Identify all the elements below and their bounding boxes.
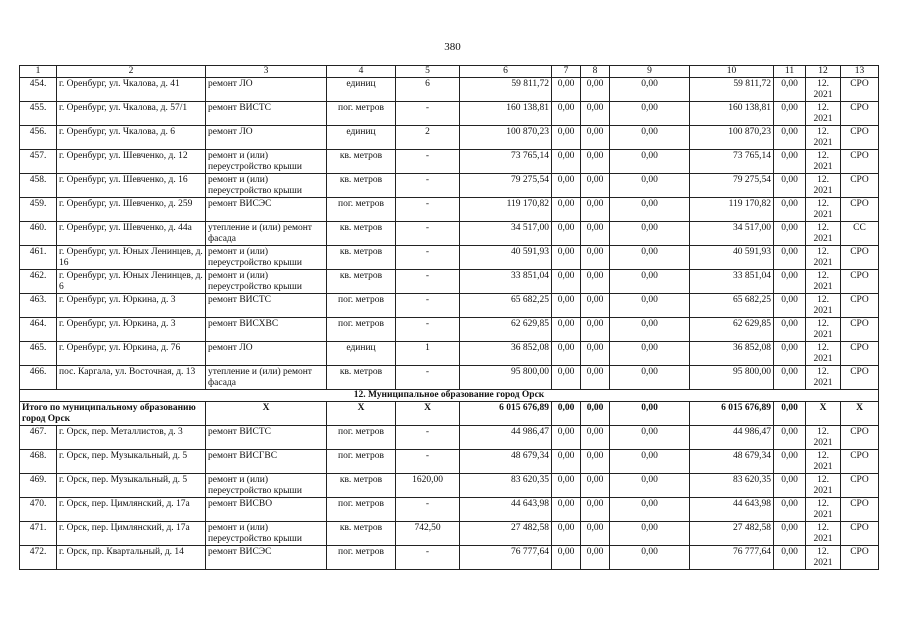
cost-cell: 0,00 xyxy=(774,270,806,294)
table-row xyxy=(20,342,879,366)
unit-cell: кв. метров xyxy=(327,522,396,546)
total-cost-cell: 44 643,98 xyxy=(460,498,552,522)
work-type-cell: ремонт и (или) переустройство крыши xyxy=(206,174,327,198)
unit-cell: пог. метров xyxy=(327,546,396,570)
work-type-cell: ремонт ВИСЭС xyxy=(206,198,327,222)
table-row xyxy=(20,198,879,222)
cost-cell: 119 170,82 xyxy=(690,198,774,222)
cost-cell: 0,00 xyxy=(610,78,690,102)
total-cost-cell: 44 986,47 xyxy=(460,426,552,450)
method-cell: СРО xyxy=(841,174,879,198)
table-row xyxy=(20,366,879,390)
column-number-cell: 3 xyxy=(206,66,327,78)
table-body xyxy=(20,66,879,570)
date-cell: 12. 2021 xyxy=(806,150,841,174)
date-cell: 12. 2021 xyxy=(806,222,841,246)
cost-cell: 0,00 xyxy=(774,126,806,150)
column-number-cell: 1 xyxy=(20,66,57,78)
address-cell: г. Орск, пер. Цимлянский, д. 17а xyxy=(57,522,206,546)
total-label: Итого по муниципальному образованию город Орск xyxy=(20,402,206,426)
cost-cell: 62 629,85 xyxy=(690,318,774,342)
unit-cell: кв. метров xyxy=(327,222,396,246)
row-number-cell: 468. xyxy=(20,450,57,474)
quantity-cell: - xyxy=(396,546,460,570)
table-row xyxy=(20,102,879,126)
cost-cell: 0,00 xyxy=(610,174,690,198)
cost-cell: 0,00 xyxy=(552,450,581,474)
address-cell: г. Оренбург, ул. Юркина, д. 3 xyxy=(57,294,206,318)
quantity-cell: 1620,00 xyxy=(396,474,460,498)
unit-cell: пог. метров xyxy=(327,102,396,126)
total-cost-cell: 160 138,81 xyxy=(460,102,552,126)
quantity-cell: - xyxy=(396,366,460,390)
row-number-cell: 457. xyxy=(20,150,57,174)
total-cost-cell: 119 170,82 xyxy=(460,198,552,222)
cost-cell: 0,00 xyxy=(552,246,581,270)
date-cell: 12. 2021 xyxy=(806,246,841,270)
quantity-cell: - xyxy=(396,426,460,450)
total-cost-cell: 27 482,58 xyxy=(460,522,552,546)
cost-cell: 0,00 xyxy=(552,150,581,174)
cost-cell: 0,00 xyxy=(610,450,690,474)
cost-cell: 0,00 xyxy=(610,198,690,222)
table-row xyxy=(20,126,879,150)
registry-table xyxy=(19,65,879,570)
table-row xyxy=(20,222,879,246)
address-cell: г. Орск, пер. Цимлянский, д. 17а xyxy=(57,498,206,522)
work-type-cell: ремонт и (или) переустройство крыши xyxy=(206,246,327,270)
cost-cell: 0,00 xyxy=(610,366,690,390)
cost-cell: 0,00 xyxy=(610,522,690,546)
quantity-cell: - xyxy=(396,498,460,522)
total-cost-cell: 6 015 676,89 xyxy=(690,402,774,426)
row-number-cell: 471. xyxy=(20,522,57,546)
cost-cell: 0,00 xyxy=(774,342,806,366)
method-cell: СРО xyxy=(841,198,879,222)
address-cell: г. Оренбург, ул. Чкалова, д. 6 xyxy=(57,126,206,150)
cost-cell: 100 870,23 xyxy=(690,126,774,150)
method-cell: СРО xyxy=(841,342,879,366)
cost-cell: 48 679,34 xyxy=(690,450,774,474)
quantity-cell: 2 xyxy=(396,126,460,150)
cost-cell: 0,00 xyxy=(552,198,581,222)
total-cell: X xyxy=(327,402,396,426)
cost-cell: 73 765,14 xyxy=(690,150,774,174)
unit-cell: кв. метров xyxy=(327,150,396,174)
date-cell: 12. 2021 xyxy=(806,522,841,546)
cost-cell: 0,00 xyxy=(774,294,806,318)
cost-cell: 0,00 xyxy=(552,78,581,102)
work-type-cell: утепление и (или) ремонт фасада xyxy=(206,222,327,246)
total-cost-cell: 83 620,35 xyxy=(460,474,552,498)
quantity-cell: - xyxy=(396,294,460,318)
method-cell: СРО xyxy=(841,294,879,318)
address-cell: г. Орск, пер. Музыкальный, д. 5 xyxy=(57,450,206,474)
cost-cell: 0,00 xyxy=(581,78,610,102)
unit-cell: кв. метров xyxy=(327,366,396,390)
total-cell: 0,00 xyxy=(581,402,610,426)
address-cell: г. Оренбург, ул. Чкалова, д. 41 xyxy=(57,78,206,102)
table-row xyxy=(20,270,879,294)
work-type-cell: ремонт ВИСЭС xyxy=(206,546,327,570)
cost-cell: 40 591,93 xyxy=(690,246,774,270)
address-cell: г. Орск, пр. Квартальный, д. 14 xyxy=(57,546,206,570)
address-cell: пос. Каргала, ул. Восточная, д. 13 xyxy=(57,366,206,390)
table-row xyxy=(20,294,879,318)
cost-cell: 27 482,58 xyxy=(690,522,774,546)
table-row xyxy=(20,426,879,450)
cost-cell: 33 851,04 xyxy=(690,270,774,294)
address-cell: г. Оренбург, ул. Юных Ленинцев, д. 6 xyxy=(57,270,206,294)
cost-cell: 0,00 xyxy=(581,498,610,522)
method-cell: СРО xyxy=(841,522,879,546)
cost-cell: 0,00 xyxy=(581,198,610,222)
row-number-cell: 467. xyxy=(20,426,57,450)
address-cell: г. Оренбург, ул. Юркина, д. 76 xyxy=(57,342,206,366)
row-number-cell: 456. xyxy=(20,126,57,150)
column-number-cell: 2 xyxy=(57,66,206,78)
cost-cell: 65 682,25 xyxy=(690,294,774,318)
cost-cell: 0,00 xyxy=(552,366,581,390)
method-cell: СРО xyxy=(841,546,879,570)
date-cell: 12. 2021 xyxy=(806,198,841,222)
work-type-cell: ремонт ЛО xyxy=(206,126,327,150)
total-cell: 0,00 xyxy=(610,402,690,426)
total-cost-cell: 6 015 676,89 xyxy=(460,402,552,426)
method-cell: СРО xyxy=(841,318,879,342)
cost-cell: 0,00 xyxy=(581,174,610,198)
column-number-cell: 13 xyxy=(841,66,879,78)
cost-cell: 0,00 xyxy=(774,102,806,126)
table-row xyxy=(20,498,879,522)
table-row xyxy=(20,318,879,342)
cost-cell: 0,00 xyxy=(581,522,610,546)
cost-cell: 0,00 xyxy=(552,126,581,150)
column-number-cell: 9 xyxy=(610,66,690,78)
row-number-cell: 463. xyxy=(20,294,57,318)
cost-cell: 0,00 xyxy=(774,222,806,246)
cost-cell: 36 852,08 xyxy=(690,342,774,366)
cost-cell: 0,00 xyxy=(774,198,806,222)
method-cell: СРО xyxy=(841,246,879,270)
work-type-cell: ремонт ВИСХВС xyxy=(206,318,327,342)
quantity-cell: 742,50 xyxy=(396,522,460,546)
quantity-cell: 1 xyxy=(396,342,460,366)
total-cost-cell: 76 777,64 xyxy=(460,546,552,570)
unit-cell: единиц xyxy=(327,126,396,150)
cost-cell: 0,00 xyxy=(610,222,690,246)
address-cell: г. Оренбург, ул. Шевченко, д. 12 xyxy=(57,150,206,174)
total-cost-cell: 79 275,54 xyxy=(460,174,552,198)
total-cost-cell: 40 591,93 xyxy=(460,246,552,270)
unit-cell: пог. метров xyxy=(327,426,396,450)
cost-cell: 0,00 xyxy=(581,222,610,246)
total-cost-cell: 34 517,00 xyxy=(460,222,552,246)
address-cell: г. Орск, пер. Металлистов, д. 3 xyxy=(57,426,206,450)
cost-cell: 0,00 xyxy=(581,270,610,294)
unit-cell: единиц xyxy=(327,342,396,366)
column-number-cell: 5 xyxy=(396,66,460,78)
cost-cell: 0,00 xyxy=(581,126,610,150)
table-row xyxy=(20,78,879,102)
address-cell: г. Орск, пер. Музыкальный, д. 5 xyxy=(57,474,206,498)
table-row xyxy=(20,150,879,174)
cost-cell: 0,00 xyxy=(774,426,806,450)
column-number-row xyxy=(20,66,879,78)
cost-cell: 0,00 xyxy=(610,498,690,522)
total-cost-cell: 48 679,34 xyxy=(460,450,552,474)
quantity-cell: - xyxy=(396,150,460,174)
total-cost-cell: 59 811,72 xyxy=(460,78,552,102)
unit-cell: пог. метров xyxy=(327,498,396,522)
row-number-cell: 461. xyxy=(20,246,57,270)
unit-cell: пог. метров xyxy=(327,198,396,222)
cost-cell: 79 275,54 xyxy=(690,174,774,198)
table-row xyxy=(20,522,879,546)
cost-cell: 0,00 xyxy=(552,222,581,246)
quantity-cell: - xyxy=(396,318,460,342)
cost-cell: 0,00 xyxy=(581,342,610,366)
page-number: 380 xyxy=(444,41,461,53)
date-cell: 12. 2021 xyxy=(806,102,841,126)
cost-cell: 95 800,00 xyxy=(690,366,774,390)
work-type-cell: ремонт ВИСТС xyxy=(206,102,327,126)
cost-cell: 0,00 xyxy=(774,474,806,498)
total-cost-cell: 95 800,00 xyxy=(460,366,552,390)
row-number-cell: 462. xyxy=(20,270,57,294)
address-cell: г. Оренбург, ул. Шевченко, д. 16 xyxy=(57,174,206,198)
cost-cell: 0,00 xyxy=(774,522,806,546)
column-number-cell: 12 xyxy=(806,66,841,78)
quantity-cell: - xyxy=(396,450,460,474)
quantity-cell: - xyxy=(396,198,460,222)
cost-cell: 0,00 xyxy=(610,474,690,498)
cost-cell: 0,00 xyxy=(581,450,610,474)
quantity-cell: - xyxy=(396,222,460,246)
row-number-cell: 469. xyxy=(20,474,57,498)
unit-cell: кв. метров xyxy=(327,174,396,198)
cost-cell: 0,00 xyxy=(774,174,806,198)
cost-cell: 0,00 xyxy=(610,426,690,450)
cost-cell: 0,00 xyxy=(610,546,690,570)
work-type-cell: ремонт ЛО xyxy=(206,78,327,102)
cost-cell: 0,00 xyxy=(774,318,806,342)
unit-cell: кв. метров xyxy=(327,474,396,498)
address-cell: г. Оренбург, ул. Юных Ленинцев, д. 16 xyxy=(57,246,206,270)
date-cell: 12. 2021 xyxy=(806,426,841,450)
column-number-cell: 6 xyxy=(460,66,552,78)
work-type-cell: ремонт и (или) переустройство крыши xyxy=(206,474,327,498)
total-cell: 0,00 xyxy=(552,402,581,426)
unit-cell: пог. метров xyxy=(327,450,396,474)
date-cell: 12. 2021 xyxy=(806,342,841,366)
column-number-cell: 4 xyxy=(327,66,396,78)
quantity-cell: - xyxy=(396,270,460,294)
quantity-cell: 6 xyxy=(396,78,460,102)
work-type-cell: ремонт и (или) переустройство крыши xyxy=(206,150,327,174)
row-number-cell: 459. xyxy=(20,198,57,222)
table-row xyxy=(20,246,879,270)
cost-cell: 0,00 xyxy=(774,498,806,522)
cost-cell: 0,00 xyxy=(610,294,690,318)
cost-cell: 0,00 xyxy=(581,102,610,126)
work-type-cell: ремонт и (или) переустройство крыши xyxy=(206,270,327,294)
cost-cell: 0,00 xyxy=(552,342,581,366)
cost-cell: 0,00 xyxy=(610,150,690,174)
work-type-cell: ремонт ЛО xyxy=(206,342,327,366)
cost-cell: 0,00 xyxy=(610,318,690,342)
cost-cell: 0,00 xyxy=(581,426,610,450)
cost-cell: 0,00 xyxy=(610,126,690,150)
total-cost-cell: 73 765,14 xyxy=(460,150,552,174)
date-cell: 12. 2021 xyxy=(806,174,841,198)
total-cost-cell: 36 852,08 xyxy=(460,342,552,366)
cost-cell: 160 138,81 xyxy=(690,102,774,126)
cost-cell: 59 811,72 xyxy=(690,78,774,102)
address-cell: г. Оренбург, ул. Чкалова, д. 57/1 xyxy=(57,102,206,126)
table-row xyxy=(20,174,879,198)
method-cell: СРО xyxy=(841,426,879,450)
work-type-cell: утепление и (или) ремонт фасада xyxy=(206,366,327,390)
cost-cell: 0,00 xyxy=(774,150,806,174)
total-cost-cell: 33 851,04 xyxy=(460,270,552,294)
date-cell: 12. 2021 xyxy=(806,546,841,570)
work-type-cell: ремонт ВИСТС xyxy=(206,426,327,450)
cost-cell: 0,00 xyxy=(774,450,806,474)
unit-cell: пог. метров xyxy=(327,318,396,342)
method-cell: СС xyxy=(841,222,879,246)
method-cell: СРО xyxy=(841,150,879,174)
cost-cell: 0,00 xyxy=(774,366,806,390)
cost-cell: 0,00 xyxy=(581,246,610,270)
row-number-cell: 454. xyxy=(20,78,57,102)
section-title: 12. Муниципальное образование город Орск xyxy=(20,390,879,402)
work-type-cell: ремонт ВИСГВС xyxy=(206,450,327,474)
row-number-cell: 464. xyxy=(20,318,57,342)
total-cost-cell: 100 870,23 xyxy=(460,126,552,150)
method-cell: СРО xyxy=(841,366,879,390)
date-cell: 12. 2021 xyxy=(806,78,841,102)
total-cell: X xyxy=(206,402,327,426)
cost-cell: 0,00 xyxy=(581,294,610,318)
cost-cell: 0,00 xyxy=(552,102,581,126)
date-cell: 12. 2021 xyxy=(806,318,841,342)
cost-cell: 0,00 xyxy=(774,78,806,102)
cost-cell: 0,00 xyxy=(774,246,806,270)
method-cell: СРО xyxy=(841,270,879,294)
cost-cell: 0,00 xyxy=(610,246,690,270)
date-cell: 12. 2021 xyxy=(806,270,841,294)
cost-cell: 0,00 xyxy=(552,174,581,198)
section-heading-row xyxy=(20,390,879,402)
cost-cell: 0,00 xyxy=(552,294,581,318)
column-number-cell: 11 xyxy=(774,66,806,78)
quantity-cell: - xyxy=(396,246,460,270)
cost-cell: 0,00 xyxy=(552,318,581,342)
cost-cell: 0,00 xyxy=(552,498,581,522)
cost-cell: 83 620,35 xyxy=(690,474,774,498)
column-number-cell: 7 xyxy=(552,66,581,78)
total-cell: 0,00 xyxy=(774,402,806,426)
cost-cell: 0,00 xyxy=(552,270,581,294)
row-number-cell: 458. xyxy=(20,174,57,198)
total-cell: X xyxy=(841,402,879,426)
work-type-cell: ремонт ВИСВО xyxy=(206,498,327,522)
work-type-cell: ремонт и (или) переустройство крыши xyxy=(206,522,327,546)
row-number-cell: 466. xyxy=(20,366,57,390)
method-cell: СРО xyxy=(841,450,879,474)
cost-cell: 0,00 xyxy=(581,366,610,390)
column-number-cell: 8 xyxy=(581,66,610,78)
cost-cell: 34 517,00 xyxy=(690,222,774,246)
cost-cell: 0,00 xyxy=(610,342,690,366)
method-cell: СРО xyxy=(841,474,879,498)
method-cell: СРО xyxy=(841,126,879,150)
method-cell: СРО xyxy=(841,102,879,126)
address-cell: г. Оренбург, ул. Шевченко, д. 259 xyxy=(57,198,206,222)
total-row xyxy=(20,402,879,426)
work-type-cell: ремонт ВИСТС xyxy=(206,294,327,318)
total-cell: X xyxy=(806,402,841,426)
cost-cell: 0,00 xyxy=(774,546,806,570)
row-number-cell: 460. xyxy=(20,222,57,246)
unit-cell: пог. метров xyxy=(327,294,396,318)
cost-cell: 0,00 xyxy=(552,522,581,546)
address-cell: г. Оренбург, ул. Юркина, д. 3 xyxy=(57,318,206,342)
date-cell: 12. 2021 xyxy=(806,474,841,498)
table-row xyxy=(20,450,879,474)
total-cost-cell: 65 682,25 xyxy=(460,294,552,318)
column-number-cell: 10 xyxy=(690,66,774,78)
method-cell: СРО xyxy=(841,78,879,102)
date-cell: 12. 2021 xyxy=(806,294,841,318)
cost-cell: 0,00 xyxy=(552,546,581,570)
date-cell: 12. 2021 xyxy=(806,450,841,474)
cost-cell: 0,00 xyxy=(610,270,690,294)
table-row xyxy=(20,546,879,570)
date-cell: 12. 2021 xyxy=(806,366,841,390)
cost-cell: 0,00 xyxy=(581,150,610,174)
cost-cell: 44 643,98 xyxy=(690,498,774,522)
cost-cell: 0,00 xyxy=(552,426,581,450)
total-cell: X xyxy=(396,402,460,426)
cost-cell: 44 986,47 xyxy=(690,426,774,450)
unit-cell: единиц xyxy=(327,78,396,102)
unit-cell: кв. метров xyxy=(327,246,396,270)
quantity-cell: - xyxy=(396,102,460,126)
row-number-cell: 472. xyxy=(20,546,57,570)
row-number-cell: 455. xyxy=(20,102,57,126)
address-cell: г. Оренбург, ул. Шевченко, д. 44а xyxy=(57,222,206,246)
unit-cell: кв. метров xyxy=(327,270,396,294)
quantity-cell: - xyxy=(396,174,460,198)
date-cell: 12. 2021 xyxy=(806,498,841,522)
cost-cell: 0,00 xyxy=(552,474,581,498)
cost-cell: 0,00 xyxy=(610,102,690,126)
table-row xyxy=(20,474,879,498)
row-number-cell: 470. xyxy=(20,498,57,522)
cost-cell: 0,00 xyxy=(581,474,610,498)
date-cell: 12. 2021 xyxy=(806,126,841,150)
cost-cell: 0,00 xyxy=(581,546,610,570)
method-cell: СРО xyxy=(841,498,879,522)
row-number-cell: 465. xyxy=(20,342,57,366)
cost-cell: 76 777,64 xyxy=(690,546,774,570)
total-cost-cell: 62 629,85 xyxy=(460,318,552,342)
cost-cell: 0,00 xyxy=(581,318,610,342)
